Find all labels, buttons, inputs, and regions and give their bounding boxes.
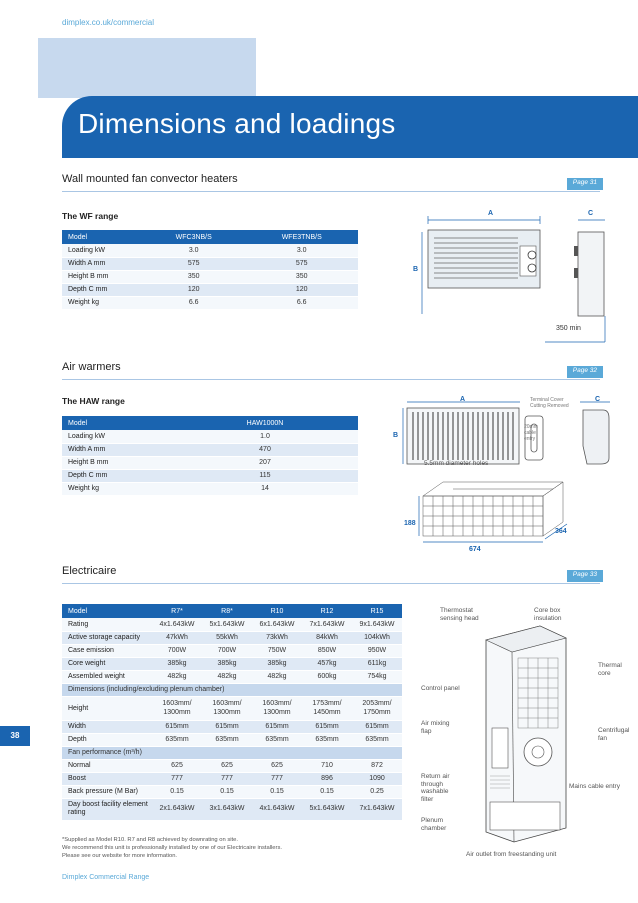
table-row [62,244,358,257]
table-cell: 73kWh [252,631,302,644]
table-cell: 615mm [302,720,352,733]
row-label: Height B mm [62,270,142,283]
table-cell: 6.6 [245,296,358,309]
footnote-line: Please see our website for more information. [62,853,178,859]
row-label: Normal [62,759,152,772]
table-cell: 482kg [202,670,252,683]
haw-page-tag[interactable]: Page 32 [567,366,603,378]
centrifugal-fan-icon [524,738,552,766]
table-cell: 457kg [302,657,352,670]
wf-dim-b: B [413,266,419,273]
title-banner [62,96,638,158]
table-row [62,443,358,456]
table-cell: 635mm [152,733,202,746]
table-row [62,456,358,469]
table-header-cell: R8* [202,604,252,618]
table-cell: 385kg [252,657,302,670]
table-cell: 1090 [352,772,402,785]
electricaire-page-tag[interactable]: Page 33 [567,570,603,582]
table-cell: 5x1.643kW [302,798,352,820]
footnote-line: We recommend this unit is professionally installed by one of our Electricaire installers. [62,845,282,851]
wf-table [62,230,358,310]
table-cell: 777 [202,772,252,785]
table-header-model: Model [62,230,142,244]
table-cell: 3.0 [142,244,245,257]
table-cell: 0.15 [252,785,302,798]
table-header-model: Model [62,604,152,618]
row-label: Width [62,720,152,733]
table-cell: 4x1.643kW [252,798,302,820]
page-title: Dimensions and loadings [78,108,396,139]
table-cell: 700W [202,644,252,657]
table-row [62,469,358,482]
table-row [62,430,358,443]
wf-knob-icon [528,264,536,272]
wf-bracket [574,268,578,278]
table-cell: 104kWh [352,631,402,644]
row-label: Assembled weight [62,670,152,683]
table-cell: 120 [142,283,245,296]
table-header-cell: WFC3NB/S [142,230,245,244]
footnote-line: *Supplied as Model R10. R7 and R8 achieved by downrating on site. [62,837,238,843]
control-panel-graphic [492,728,508,768]
table-cell: 0.15 [202,785,252,798]
row-label: Case emission [62,644,152,657]
table-cell: 482kg [252,670,302,683]
table-cell: 615mm [152,720,202,733]
haw-cage-width: 674 [469,546,481,553]
table-header-cell: R12 [302,604,352,618]
table-cell: 1603mm/ 1300mm [202,696,252,720]
haw-cage-height: 188 [404,520,416,527]
table-header-cell: R10 [252,604,302,618]
table-row [62,657,402,670]
row-label: Weight kg [62,482,172,495]
wf-heater-side [578,232,604,316]
table-cell: 1603mm/ 1300mm [152,696,202,720]
table-header-cell: HAW1000N [172,416,358,430]
return-air-label: Return air through washable filter [421,773,450,803]
table-cell: 635mm [302,733,352,746]
table-cell: 950W [352,644,402,657]
table-row [62,720,402,733]
table-cell: 350 [142,270,245,283]
table-cell: 55kWh [202,631,252,644]
table-row [62,618,402,631]
table-row [62,644,402,657]
table-cell: 896 [302,772,352,785]
row-label: Width A mm [62,443,172,456]
haw-diagram [395,396,615,556]
wf-section-title: Wall mounted fan convector heaters [62,173,238,185]
table-cell: 635mm [202,733,252,746]
table-cell: 47kWh [152,631,202,644]
table-cell: 385kg [202,657,252,670]
haw-dim-c: C [595,396,601,403]
row-label: Active storage capacity [62,631,152,644]
table-cell: 0.15 [302,785,352,798]
table-cell: 635mm [252,733,302,746]
table-cell: 635mm [352,733,402,746]
table-cell: 207 [172,456,358,469]
electricaire-section-header [62,565,600,584]
plenum-graphic [490,802,560,830]
table-cell: 2x1.643kW [152,798,202,820]
page-number: 38 [0,726,30,746]
table-cell: 615mm [252,720,302,733]
row-label: Height [62,696,152,720]
table-cell: 120 [245,283,358,296]
haw-cable-label: 20mm cable entry [524,424,538,442]
table-cell: 750W [252,644,302,657]
haw-side-profile [583,410,609,464]
haw-dim-b: B [393,432,399,439]
row-label: Depth C mm [62,469,172,482]
table-cell: 482kg [152,670,202,683]
haw-table [62,416,358,496]
table-cell: 1603mm/ 1300mm [252,696,302,720]
table-row [62,733,402,746]
table-cell: 575 [142,257,245,270]
table-cell: 754kg [352,670,402,683]
table-subheading: Dimensions (including/excluding plenum chamber) [62,683,402,696]
table-subheading: Fan performance (m³/h) [62,746,402,759]
thermostat-label: Thermostat sensing head [440,607,479,622]
table-cell: 625 [152,759,202,772]
core-box-label: Core box insulation [534,607,562,622]
table-cell: 615mm [352,720,402,733]
table-cell: 625 [202,759,252,772]
table-row [62,696,402,720]
footnote [62,836,282,860]
table-cell: 350 [245,270,358,283]
table-cell: 850W [302,644,352,657]
table-cell: 6x1.643kW [252,618,302,631]
row-label: Day boost facility element rating [62,798,152,820]
table-cell: 0.15 [152,785,202,798]
haw-cage-depth: 364 [555,528,567,535]
haw-holes-label: 5.5mm diameter holes [424,460,489,467]
table-row [62,482,358,495]
row-label: Loading kW [62,244,142,257]
haw-section-title: Air warmers [62,361,121,373]
wf-page-tag[interactable]: Page 31 [567,178,603,190]
row-label: Boost [62,772,152,785]
table-header-cell: R7* [152,604,202,618]
table-row [62,257,358,270]
haw-dim-a: A [460,396,466,403]
table-cell: 6.6 [142,296,245,309]
table-cell: 575 [245,257,358,270]
row-label: Core weight [62,657,152,670]
electricaire-diagram [478,618,570,846]
site-url[interactable]: dimplex.co.uk/commercial [62,18,155,27]
wf-section-header [62,173,600,192]
table-cell: 615mm [202,720,252,733]
electricaire-table [62,604,402,821]
footer-brand: Dimplex Commercial Range [62,874,150,881]
haw-section-header [62,361,600,380]
table-cell: 7x1.643kW [352,798,402,820]
wf-range-title: The WF range [62,211,119,221]
table-cell: 777 [152,772,202,785]
row-label: Loading kW [62,430,172,443]
air-mixing-label: Air mixing flap [421,720,450,735]
wf-min-label: 350 min [556,325,581,332]
table-cell: 9x1.643kW [352,618,402,631]
haw-cage [423,482,563,536]
table-header-model: Model [62,416,172,430]
control-panel-label: Control panel [421,685,460,692]
table-row [62,283,358,296]
table-cell: 0.25 [352,785,402,798]
air-outlet-label: Air outlet from freestanding unit [466,851,557,858]
wf-bracket [574,246,578,256]
row-label: Back pressure (M Bar) [62,785,152,798]
table-cell: 7x1.643kW [302,618,352,631]
wf-dim-a: A [488,210,494,217]
table-cell: 115 [172,469,358,482]
haw-terminal-label: Terminal Cover Cutting Removed [530,397,569,409]
table-cell: 600kg [302,670,352,683]
wf-knob-icon [528,251,536,259]
table-cell: 710 [302,759,352,772]
mains-cable-label: Mains cable entry [569,783,620,790]
decorative-block [38,38,256,98]
table-cell: 872 [352,759,402,772]
table-row [62,296,358,309]
table-cell: 14 [172,482,358,495]
row-label: Rating [62,618,152,631]
row-label: Depth C mm [62,283,142,296]
row-label: Weight kg [62,296,142,309]
table-row [62,759,402,772]
thermal-core-label: Thermal core [598,662,622,677]
table-cell: 625 [252,759,302,772]
table-cell: 5x1.643kW [202,618,252,631]
table-row [62,631,402,644]
plenum-label: Plenum chamber [421,817,447,832]
table-row [62,772,402,785]
table-cell: 700W [152,644,202,657]
table-cell: 470 [172,443,358,456]
wf-diagram [400,208,615,348]
table-cell: 3.0 [245,244,358,257]
table-cell: 2053mm/ 1750mm [352,696,402,720]
row-label: Depth [62,733,152,746]
row-label: Width A mm [62,257,142,270]
electricaire-section-title: Electricaire [62,565,117,577]
table-cell: 611kg [352,657,402,670]
table-header-cell: WFE3TNB/S [245,230,358,244]
table-row [62,270,358,283]
table-cell: 777 [252,772,302,785]
table-cell: 4x1.643kW [152,618,202,631]
table-cell: 84kWh [302,631,352,644]
table-header-cell: R15 [352,604,402,618]
table-cell: 3x1.643kW [202,798,252,820]
table-cell: 1.0 [172,430,358,443]
row-label: Height B mm [62,456,172,469]
table-row [62,798,402,820]
haw-range-title: The HAW range [62,396,125,406]
centrifugal-label: Centrifugal fan [598,727,630,742]
table-cell: 385kg [152,657,202,670]
table-row [62,785,402,798]
table-row [62,670,402,683]
table-cell: 1753mm/ 1450mm [302,696,352,720]
wf-dim-c: C [588,210,594,217]
